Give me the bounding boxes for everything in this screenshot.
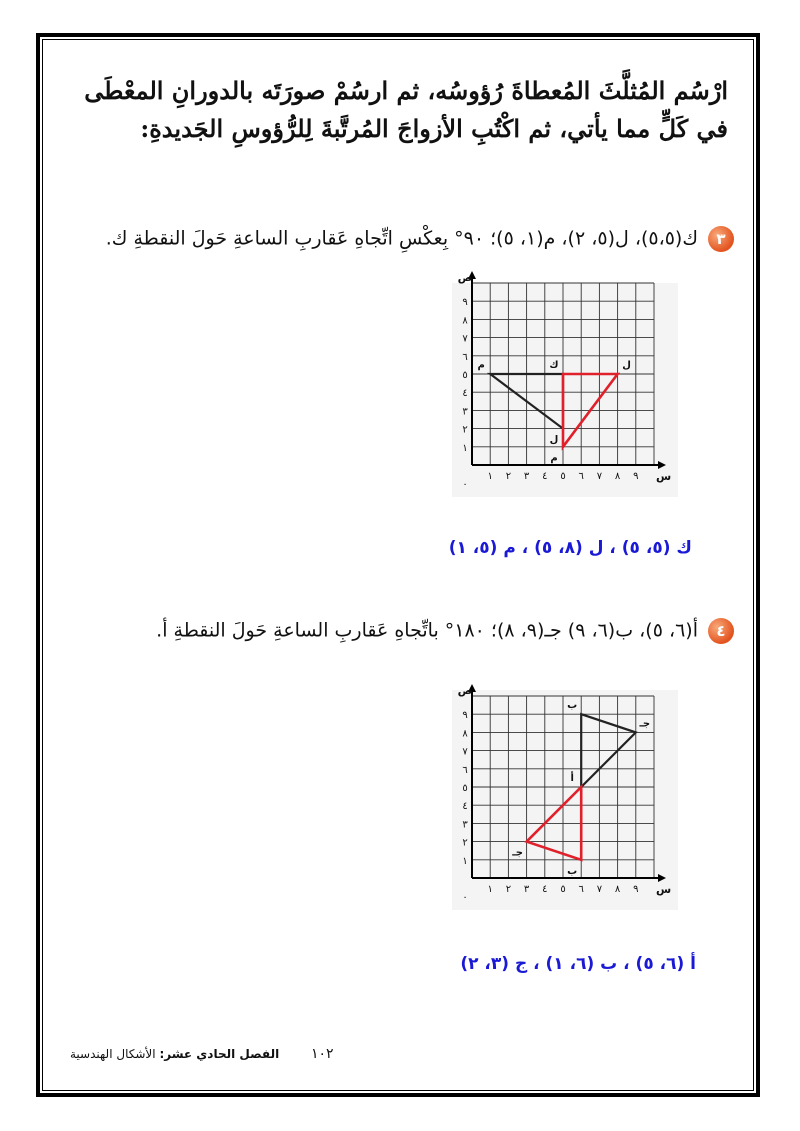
x-tick-label: ٩ — [633, 471, 639, 482]
page-number: ١٠٢ — [311, 1046, 334, 1062]
y-tick-label: ٨ — [462, 728, 468, 740]
y-tick-label: ٤ — [462, 388, 468, 400]
vertex-label: أ — [570, 773, 574, 784]
vertex-label: ك — [549, 360, 559, 371]
y-tick-label: ٧ — [462, 746, 468, 758]
instructions-heading — [68, 72, 728, 148]
y-tick-label: ٥ — [462, 370, 468, 381]
x-tick-label: ٦ — [578, 471, 584, 482]
x-tick-label: ٣ — [523, 471, 530, 482]
vertex-label: ب — [567, 700, 578, 712]
x-tick-label: ٣ — [523, 884, 530, 895]
x-tick-label: ٨ — [614, 471, 621, 482]
page-footer — [70, 1046, 334, 1062]
y-tick-label: ٢ — [462, 837, 468, 849]
x-axis-name: س — [656, 470, 672, 483]
y-axis-name: ص — [457, 271, 473, 284]
problem-text: أ(٦، ٥)، ب(٦، ٩) جـ(٩، ٨)؛ ١٨٠° باتِّجاهِ عَقاربِ الساعةِ حَولَ النقطةِ أ. — [156, 619, 698, 642]
coordinate-grid-1 — [452, 271, 678, 497]
y-tick-label: ٦ — [462, 351, 468, 363]
x-tick-label: ٦ — [578, 884, 584, 895]
y-tick-label: ٩ — [462, 297, 468, 309]
x-axis-arrow — [658, 874, 666, 882]
instructions-line-1: ارْسُم المُثلَّثَ المُعطاةَ رُؤوسُه، ثم ارسُمْ صورَتَه بالدورانِ المعْطَى — [84, 76, 728, 105]
y-tick-label: ٥ — [462, 783, 468, 794]
chapter-label: الفصل الحادي عشر: — [159, 1047, 280, 1061]
y-tick-label: ٣ — [462, 406, 468, 418]
x-tick-label: ١ — [487, 471, 493, 482]
x-tick-label: ٧ — [596, 471, 603, 482]
y-axis-name: ص — [457, 684, 473, 697]
y-tick-label: ١ — [462, 442, 468, 454]
vertex-label: ب — [567, 865, 578, 877]
answer-1: ك (٥، ٥) ، ل (٨، ٥) ، م (٥، ١) — [448, 538, 692, 558]
problem-4 — [156, 618, 734, 644]
inner-border — [42, 39, 754, 1091]
origin-label: ٠ — [462, 892, 468, 903]
origin-label: ٠ — [462, 479, 468, 490]
x-tick-label: ١ — [487, 884, 493, 895]
x-tick-label: ٢ — [505, 884, 512, 895]
y-tick-label: ٦ — [462, 764, 468, 776]
vertex-label: ل — [622, 360, 631, 371]
x-tick-label: ٧ — [596, 884, 603, 895]
answer-2: أ (٦، ٥) ، ب (٦، ١) ، ج (٣، ٢) — [460, 954, 696, 974]
x-tick-label: ٥ — [560, 884, 566, 895]
x-axis-name: س — [656, 883, 672, 896]
y-tick-label: ٩ — [462, 710, 468, 722]
problem-text: ك(٥،٥)، ل(٥، ٢)، م(١، ٥)؛ ٩٠° بِعكْسِ اتِّجاهِ عَقاربِ الساعةِ حَولَ النقطةِ ك. — [105, 227, 698, 250]
vertex-label: م — [550, 452, 558, 464]
problem-number-badge: ٤ — [708, 618, 734, 644]
x-axis-arrow — [658, 461, 666, 469]
y-tick-label: ٣ — [462, 819, 468, 831]
vertex-label: م — [477, 360, 485, 371]
chapter-title: الأشكال الهندسية — [70, 1047, 156, 1061]
y-tick-label: ٨ — [462, 315, 468, 327]
vertex-label: جـ — [512, 847, 523, 859]
problem-number-badge: ٣ — [708, 226, 734, 252]
x-tick-label: ٨ — [614, 884, 621, 895]
y-tick-label: ٤ — [462, 801, 468, 813]
x-tick-label: ٥ — [560, 471, 566, 482]
instructions-line-2: في كَلٍّ مما يأتي، ثم اكْتُبِ الأزواجَ المُرتَّبةَ لِلرُّؤوسِ الجَديدةِ: — [140, 114, 728, 143]
x-tick-label: ٤ — [542, 471, 548, 482]
x-tick-label: ٢ — [505, 471, 512, 482]
vertex-label: ل — [549, 434, 559, 446]
y-tick-label: ٧ — [462, 333, 468, 345]
x-tick-label: ٤ — [542, 884, 548, 895]
y-tick-label: ١ — [462, 855, 468, 867]
x-tick-label: ٩ — [633, 884, 639, 895]
problem-3 — [106, 226, 734, 252]
y-tick-label: ٢ — [462, 424, 468, 436]
coordinate-grid-2 — [452, 684, 678, 910]
vertex-label: جـ — [639, 718, 651, 730]
